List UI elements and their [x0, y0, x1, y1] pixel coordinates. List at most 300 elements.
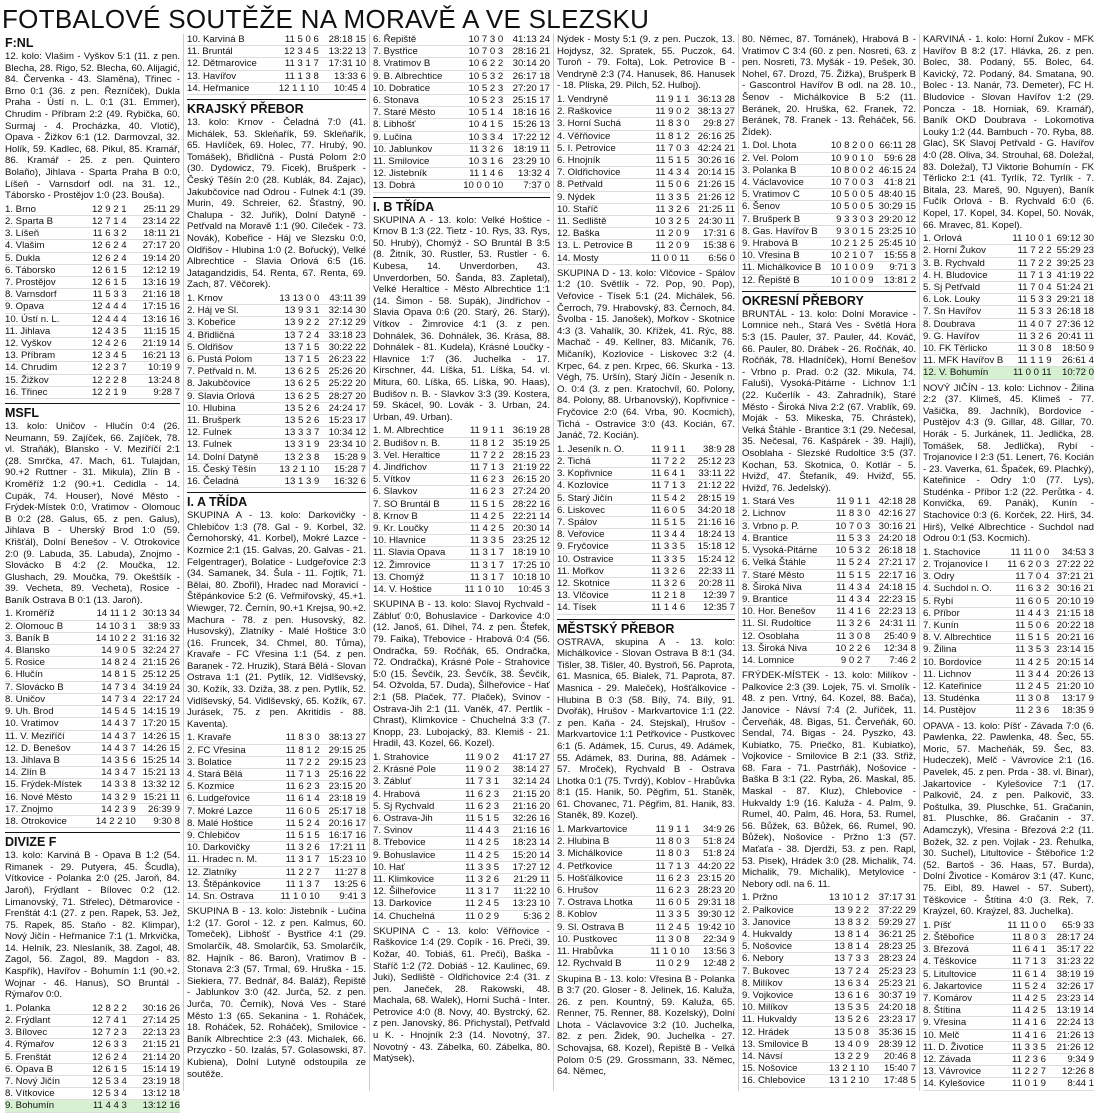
team-name: 4. Václavovice: [742, 176, 825, 188]
team-name: 10. Hor. Benešov: [742, 606, 827, 618]
team-name: 2. Budišov n. B.: [373, 437, 456, 449]
team-record: 11 6 1 4: [271, 793, 319, 805]
team-name: 11. Michálkovice B: [742, 262, 825, 274]
table-row: [557, 203, 735, 215]
team-score-points: 37:22 29: [869, 904, 916, 916]
team-score-points: 24:30 11: [689, 216, 735, 228]
team-score-points: 51:24 21: [1052, 281, 1094, 293]
team-record: 10 8 2 0 0: [825, 140, 873, 152]
team-name: 12. D. Benešov: [5, 742, 89, 754]
team-score-points: 13:81 2: [874, 274, 916, 286]
team-score-points: 21:16 18: [127, 289, 180, 301]
table-row: [923, 668, 1094, 680]
team-score-points: 23:29 10: [503, 156, 550, 168]
team-score-points: 38:14 27: [499, 764, 550, 776]
results-paragraph: 12. kolo: Vlašim - Vyškov 5:1 (11. z pen. Blecha, 28. Rigo, 52. Blecha, 60. Alijagić, 84. Červenka - 43. Slaměna), Třinec - Brno 0:1 (36. z pen. Řezníček), Dukla Praha - Ústí n. L. 0:1 (31. Emmer), Chrudim - Příbram 2:2 (49. Rybička, 60. Surmaj - 4. Procházka, 40. Vlotič), Opava - Žižkov 6:1 (12. Darmovzal, 32. Holík, 59. Kadlec, 68. Pikul, 85. Kramář, 86. Kramář - 25. z pen. Quintero Bolaño), Jihlava - Sparta Praha B 0:0, Líšeň - Varnsdorf odl. na 31. 12., Táborsko - Prostějov 1:0 (23. Bouša).: [5, 51, 180, 202]
team-score-points: 5:36 2: [499, 910, 550, 922]
table-row: [5, 1027, 180, 1039]
team-record: 11 5 1 5: [271, 830, 319, 842]
table-row: [557, 468, 735, 480]
team-record: 13 10 1 2: [819, 892, 869, 904]
table-row: [923, 620, 1094, 632]
team-record: 10 9 0 1 0: [825, 152, 873, 164]
table-row: [187, 817, 366, 829]
table-row: [373, 837, 550, 849]
team-name: 5. Hošťálkovice: [557, 872, 642, 884]
table-row: [742, 1014, 916, 1026]
table-row: [373, 861, 550, 873]
team-record: 12 1 1 10: [269, 82, 319, 94]
table-row: [187, 70, 366, 82]
team-record: 11 7 1 3: [640, 480, 686, 492]
team-score-points: 38:9 28: [685, 444, 735, 456]
table-row: [557, 848, 735, 860]
team-record: 11 4 1 6: [997, 1017, 1046, 1029]
team-name: 14. Zlín B: [5, 767, 89, 779]
team-score-points: 23:15 20: [320, 781, 366, 793]
table-row: [557, 529, 735, 541]
team-record: 11 7 2 2: [640, 455, 686, 467]
table-row: [187, 341, 366, 353]
table-row: [373, 873, 550, 885]
team-name: 5. Nošovice: [742, 941, 819, 953]
team-score-points: 22:13 23: [127, 1027, 180, 1039]
team-record: 11 7 0 3: [642, 142, 689, 154]
team-score-points: 39:25 23: [1052, 257, 1094, 269]
table-row: [742, 1038, 916, 1050]
team-record: 11 1 0 10: [642, 946, 690, 958]
table-row: [187, 293, 366, 305]
table-row: [187, 805, 366, 817]
team-name: 12. Rychvald B: [557, 958, 642, 970]
team-score-points: 22:34 9: [690, 933, 735, 945]
team-name: 4. Petřkovice: [557, 860, 642, 872]
team-record: 13 5 2 6: [819, 1014, 869, 1026]
team-score-points: 20:28 11: [685, 577, 735, 589]
table-row: [5, 742, 180, 754]
team-record: 11 3 1 7: [269, 58, 319, 70]
team-record: 11 3 3 5: [642, 909, 690, 921]
table-row: [187, 82, 366, 94]
team-name: 12. Hrádek: [742, 1026, 819, 1038]
table-row: [557, 94, 735, 106]
table-row: [742, 520, 916, 532]
table-row: [742, 892, 916, 904]
table-row: [5, 645, 180, 657]
table-row: [373, 898, 550, 910]
team-score-points: 15:28 7: [319, 463, 366, 475]
team-name: 13. Štěpánkovice: [187, 878, 271, 890]
table-row: [742, 140, 916, 152]
table-row: [5, 779, 180, 791]
table-row: [923, 1029, 1094, 1041]
team-record: 11 1 3 8: [269, 70, 319, 82]
table-row: [187, 451, 366, 463]
table-row: [187, 46, 366, 58]
team-score-points: 28:27 20: [319, 390, 366, 402]
table-row: [5, 706, 180, 718]
team-record: 11 4 3 4: [827, 581, 870, 593]
team-score-points: 30:16 21: [1049, 583, 1094, 595]
table-row: [557, 860, 735, 872]
team-name: 2. Horní Žukov: [923, 245, 1007, 257]
team-score-points: 16:17 16: [320, 830, 366, 842]
team-record: 10 2 1 0 7: [825, 250, 873, 262]
table-row: [187, 463, 366, 475]
team-name: 3. Michálkovice: [557, 848, 642, 860]
team-record: 10 5 3 2: [827, 545, 870, 557]
table-row: [557, 492, 735, 504]
table-row: [187, 305, 366, 317]
team-name: 1. Kravaře: [187, 732, 271, 744]
table-row: [742, 977, 916, 989]
team-score-points: 21:26 12: [1046, 1041, 1094, 1053]
team-record: 11 5 0 6: [999, 620, 1049, 632]
table-row: [373, 522, 550, 534]
table-row: [557, 933, 735, 945]
team-record: 11 8 0 3: [642, 848, 690, 860]
table-row: [187, 353, 366, 365]
team-score-points: 26:61 4: [1052, 355, 1094, 367]
team-record: 12 2 3 7: [77, 362, 127, 374]
team-record: 14 3 2 9: [89, 791, 136, 803]
team-record: 13 2 2 9: [819, 1051, 869, 1063]
team-record: 13 3 1 9: [270, 439, 320, 451]
team-score-points: 41:17 27: [499, 752, 550, 764]
team-record: 11 9 1 1: [640, 444, 686, 456]
team-record: 11 4 4 3: [999, 607, 1049, 619]
team-score-points: 21:19 22: [504, 461, 550, 473]
team-record: 12 4 4 4: [77, 313, 127, 325]
team-record: 11 9 0 2: [452, 752, 499, 764]
team-score-points: 15:23 10: [320, 854, 366, 866]
team-record: 11 3 2 6: [452, 873, 499, 885]
team-score-points: 51:8 24: [690, 848, 735, 860]
team-record: 11 3 3 5: [456, 535, 504, 547]
team-record: 14 5 4 5: [89, 706, 136, 718]
team-score-points: 17:21 11: [320, 842, 366, 854]
table-row: [5, 718, 180, 730]
table-row: [187, 756, 366, 768]
table-row: [742, 201, 916, 213]
team-name: 10. Vratimov: [5, 718, 89, 730]
table-row: [557, 106, 735, 118]
team-record: 11 6 2 3: [642, 872, 690, 884]
team-score-points: 16:21 13: [127, 350, 180, 362]
table-row: [557, 553, 735, 565]
team-score-points: 65:9 33: [1046, 920, 1094, 932]
results-paragraph: 13. kolo: Uničov - Hlučín 0:4 (26. Neumann, 59. Zajíček, 66. Zajíček, 78. vl. Straňák), Blansko - V. Meziříčí 2:1 (28. Smrčka, 47. Mach, 61. Tulajdan, 90.+2 Ruttner - 31. Mikula), Zlín B - Kroměříž 1:2 (90.+1. Cedidla - 14. Cupák, 74. Houser), Nové Město - Frýdek-Místek 0:0, Vratimov - Olomouc B 0:2 (28. Galus, 65. z pen. Galus), Jihlava B - Uherský Brod 1:0 (59. Křišťál), Dolní Benešov - V. Otrokovice 2:0 (9. Labuda, 35. Labuda), Znojmo - Slovácko B 4:2 (2. Moučka, 12. Glushach, 29. Moučka, 79. Okeštšík - 39. Vecheta, 89. Vecheta), Rosice - Baník Ostrava B 0:1 (13. Jaroň).: [5, 420, 180, 606]
team-score-points: 34:53 3: [1049, 547, 1094, 559]
standings-table: [923, 233, 1094, 379]
team-name: 11. Bruntál: [187, 46, 269, 58]
team-name: 3. Kobeřice: [187, 317, 270, 329]
team-score-points: 26:18 18: [1052, 306, 1094, 318]
team-score-points: 9:30 8: [136, 815, 180, 827]
team-record: 11 3 0 8: [827, 630, 870, 642]
team-record: 11 6 2 3: [452, 788, 499, 800]
team-name: 10. FK Těrlicko: [923, 342, 1007, 354]
team-record: 11 0 0 11: [1007, 367, 1051, 379]
team-record: 10 5 2 3: [453, 82, 503, 94]
page-title: FOTBALOVÉ SOUTĚŽE NA MORAVĚ A VE SLEZSKU: [2, 4, 650, 34]
column-4: [553, 34, 738, 1091]
team-score-points: 23:23 17: [869, 1014, 916, 1026]
table-row: [742, 654, 916, 666]
team-score-points: 11:22 10: [499, 886, 550, 898]
team-score-points: 25:22 20: [319, 378, 366, 390]
team-name: 11. V. Meziříčí: [5, 730, 89, 742]
team-score-points: 30:37 19: [869, 990, 916, 1002]
team-name: 7. Svinov: [373, 825, 452, 837]
standings-table: [923, 920, 1094, 1091]
team-score-points: 12:35 7: [685, 602, 735, 614]
team-name: 6. Lok. Louky: [923, 294, 1007, 306]
team-name: 5. Rosice: [5, 657, 89, 669]
standings-table: [187, 293, 366, 488]
team-name: 5. Dukla: [5, 252, 77, 264]
team-record: 11 3 1 7: [271, 854, 319, 866]
team-score-points: 27:12 29: [319, 317, 366, 329]
team-score-points: 20:26 13: [1049, 668, 1094, 680]
team-score-points: 30:13 34: [136, 608, 180, 620]
team-record: 11 11 0 0: [997, 920, 1046, 932]
team-score-points: 59:29 27: [869, 916, 916, 928]
team-record: 11 5 1 5: [456, 498, 504, 510]
table-row: [923, 693, 1094, 705]
team-record: 13 2 1 10: [819, 1063, 869, 1075]
team-record: 11 7 1 3: [642, 860, 690, 872]
team-score-points: 14:26 15: [136, 742, 180, 754]
table-row: [373, 498, 550, 510]
team-score-points: 15:18 12: [685, 541, 735, 553]
table-row: [923, 245, 1094, 257]
standings-table: [742, 496, 916, 667]
results-paragraph: BRUNTÁL - 13. kolo: Dolní Moravice - Lomnice neh., Stará Ves - Světlá Hora 5:3 (15. Pauler, 37. Pauler, 44. Kováč, 66. Pauler, 80. Drábek - 26. Ročňák, 40. Ročňák, 78. Hladníček), Horní Benešov - Vrbno p. Prad. 0:2 (32. Mikula, 74. Faluši), Vysoká-Pitárne - Lichnov 1:1 (22. Kučerlík - 43. Zahradník), Staré Město - Široká Niva 2:2 (67. Vrablík, 69. Moják - 53. Mikeska, 75. Chrástek), Velká Štáhle - Brantice 3:1 (29. Nečesal, 35. Nečesal, 76. Kašpárek - 39. Hajlí), Osoblaha - Slezské Rudoltice 3:5 (37. Kochan, 53. Skotnica, 0. Kotlár - 5. Hvižď, 47. Štefaník, 49. Hvižď, 55. Hvižď, 76. Jedelský).: [742, 308, 916, 494]
table-row: [923, 993, 1094, 1005]
team-name: 5. Vratimov C: [742, 189, 825, 201]
table-row: [923, 269, 1094, 281]
team-name: 5. Starý Jičín: [557, 492, 640, 504]
team-score-points: 27:36 12: [1052, 318, 1094, 330]
team-score-points: 31:23 22: [1046, 956, 1094, 968]
team-name: 8. V. Albrechtice: [923, 632, 999, 644]
section-heading: MĚSTSKÝ PŘEBOR: [557, 619, 735, 637]
table-row: [923, 1041, 1094, 1053]
team-score-points: 24:18 15: [870, 581, 916, 593]
table-row: [373, 571, 550, 583]
table-row: [373, 812, 550, 824]
team-score-points: 13:25 6: [320, 878, 366, 890]
team-score-points: 24:24 17: [319, 402, 366, 414]
team-score-points: 27:22 22: [1049, 559, 1094, 571]
team-record: 12 7 4 1: [77, 1015, 127, 1027]
table-row: [557, 240, 735, 252]
team-record: 10 7 3 0: [453, 34, 503, 46]
table-row: [5, 657, 180, 669]
team-record: 12 7 2 3: [77, 1027, 127, 1039]
team-name: 11. Hukvaldy: [742, 1014, 819, 1026]
team-record: 14 2 2 10: [89, 815, 136, 827]
team-record: 11 5 1 5: [827, 569, 870, 581]
team-name: 16. Nové Město: [5, 791, 89, 803]
table-row: [5, 350, 180, 362]
results-paragraph: OPAVA - 13. kolo: Píšť - Závada 7:0 (6. Pawlenka, 22. Pawlenka, 48. Šec, 55. Moric, 57. Macheňák, 59. Šec, 83. Hudeczek), Melč - Vávrovice 2:1 (16. Pavelek, 45. z pen. Prda - 38. vl. Binar), Jakartovice - Kylešovice 7:1 (17. Palkovič, 24. z pen. Palkovič, 33. Poštulka, 39. Pluschke, 51. Gračanin, 81. Pluschke, 86. Gračanin - 37. Adamczyk), Vřesina - Březová 2:2 (11. Božek, 32. z pen. Vojlak - 23. Řehulka, 30. Suchel), Litultovice - Štěbořice 1:2 (52. Bartoš - 36. Haas, 57. Burda), Dolní Životice - Komárov 3:1 (47. Kunc, 75. Eibl, 89. Hawel - 57. Subert), Těškovice - Štítina 4:0 (3. Rek, 7. Kraýzel, 60. Kraýzel, 83. Juchelka).: [923, 720, 1094, 918]
table-row: [923, 1054, 1094, 1066]
team-name: 13. Příbram: [5, 350, 77, 362]
team-name: 2. Štěbořice: [923, 931, 997, 943]
table-row: [557, 958, 735, 970]
table-row: [5, 252, 180, 264]
team-score-points: 15:55 8: [874, 250, 916, 262]
table-row: [923, 944, 1094, 956]
team-name: 4. Kozlovice: [557, 480, 640, 492]
team-record: 12 6 2 4: [77, 1051, 127, 1063]
team-name: 9. Lučina: [373, 131, 453, 143]
team-name: 8. Uničov: [5, 693, 89, 705]
team-record: 11 6 1 4: [997, 968, 1046, 980]
table-row: [923, 294, 1094, 306]
results-paragraph: SKUPINA D - 13. kolo: Vlčovice - Spálov 1:2 (10. Světlík - 72. Pop, 90. Pop), Veřovice - Tísek 5:1 (24. Michálek, 56. Čerroch, 79. Hrabovský, 83. Černoch, 84. Švolba - 15. Janošek), Mořkov - Skotnice 4:3 (3. Vahalík, 30. Křížek, 41. Rýc, 88. Machač - 49. Kellner, 83. Mičaník, 76. Mičaník), Kozlovice - Liskovec 3:2 (4. Krpec, 64. z pen. Krpec, 66. Skurka - 13. Végh, 75. Uršín), Starý Jičín - Jeseník n. O. 0:4 (3. z pen. Kratochvíl, 60. Polony, 84. Polony, 88. Urbanovský), Kopřivnice - Fryčovice 2:0 (64. Vrba, 90. Kocmich), Tichá - Ostravice 3:0 (43. Kocián, 67. Janáč, 72. Kocián).: [557, 267, 735, 442]
team-name: 7. SO Bruntál B: [373, 498, 456, 510]
team-record: 11 5 1 5: [999, 632, 1049, 644]
team-record: 11 7 0 4: [999, 571, 1049, 583]
team-record: 14 11 1 2: [89, 608, 136, 620]
team-name: 9. Vojkovice: [742, 990, 819, 1002]
team-name: 16. Čeladná: [187, 475, 270, 487]
team-name: 1. Dol. Lhota: [742, 140, 825, 152]
table-row: [373, 82, 550, 94]
team-name: 11. Jihlava: [5, 325, 77, 337]
team-record: 14 10 3 1: [89, 620, 136, 632]
team-name: 9. Vřesina: [923, 1017, 997, 1029]
team-score-points: 13:32 4: [503, 168, 550, 180]
team-score-points: 18:16 16: [503, 107, 550, 119]
table-row: [923, 318, 1094, 330]
table-row: [187, 390, 366, 402]
table-row: [742, 630, 916, 642]
team-name: 14. Heřmanice: [187, 82, 269, 94]
team-score-points: 18:19 10: [504, 547, 550, 559]
team-name: 1. Polanka: [5, 1003, 77, 1015]
team-name: 3. Vel. Heraltice: [373, 449, 456, 461]
table-row: [373, 825, 550, 837]
table-row: [742, 250, 916, 262]
team-record: 11 1 4 6: [453, 168, 503, 180]
team-score-points: 32:24 27: [136, 645, 180, 657]
team-name: 6. Jakartovice: [923, 980, 997, 992]
team-score-points: 7:46 2: [870, 654, 916, 666]
table-row: [923, 1005, 1094, 1017]
team-score-points: 34:20 18: [685, 504, 735, 516]
team-score-points: 27:21 17: [870, 557, 916, 569]
team-name: 12. Fulnek: [187, 427, 270, 439]
team-record: 14 7 3 4: [89, 693, 136, 705]
team-name: 11. Klimkovice: [373, 873, 452, 885]
team-score-points: 41:13 24: [503, 34, 550, 46]
team-record: 12 4 4 4: [77, 301, 127, 313]
team-score-points: 16:32 6: [319, 475, 366, 487]
team-name: 10. Staříč: [557, 203, 642, 215]
team-name: 9. Slavia Orlová: [187, 390, 270, 402]
table-row: [923, 571, 1094, 583]
team-record: 11 8 1 2: [456, 437, 504, 449]
team-name: 2. Lichnov: [742, 508, 827, 520]
table-row: [742, 508, 916, 520]
table-row: [923, 257, 1094, 269]
team-record: 11 3 2 6: [453, 143, 503, 155]
table-row: [5, 1015, 180, 1027]
team-name: 4. Těškovice: [923, 956, 997, 968]
results-paragraph: OSTRAVA, skupina A - 13. kolo: Michálkovice - Slovan Ostrava B 8:1 (34. Tišler, 38. Tišler, 40. Bystroň, 56. Paprota, 61. Masnica, 65. Bialek, 71. Paprota, 87. Masnica - 29. Maleček), Hošťálkovice - Hlubina B 0:3 (58. Bílý, 74. Bílý, 91. Dvořák), Hrušov - Markvartovice 1:1 (22. z pen. Kaňa - 24. Stejskal), Hrušov - Markvartovice 1:1 Petřkovice - Pustkovec 6:1 (5. Adámek, 15. Curus, 49. Adámek, 55. Adámek, 83. Durina, 88. Adámek - 57. Mroček), Rychvald B - Ostrava Lhotka 0:1 (75. Tvrdý), Koblov - Hrabůvka 8:1 (15. Hanik, 50. Pěgřim, 51. Staněk, 61. Chovanec, 71. Pěgřim, 81. Hanik, 83. Staněk, 89. Kozel).: [557, 636, 735, 822]
team-name: 18. Otrokovice: [5, 815, 89, 827]
table-row: [373, 156, 550, 168]
team-score-points: 39:30 12: [690, 909, 735, 921]
team-name: 12. Zlatníky: [187, 866, 271, 878]
team-score-points: 20:22 18: [1049, 620, 1094, 632]
team-name: 2. Krásné Pole: [373, 764, 452, 776]
team-score-points: 26:39 9: [136, 803, 180, 815]
team-name: 12. Žimrovice: [373, 559, 456, 571]
table-row: [187, 891, 366, 903]
table-row: [5, 228, 180, 240]
team-record: 11 5 4 2: [640, 492, 686, 504]
team-record: 11 2 3 6: [999, 705, 1049, 717]
table-row: [557, 252, 735, 264]
table-row: [373, 461, 550, 473]
team-name: 14. Chuchelná: [373, 910, 452, 922]
team-name: 10. Milíkov: [742, 1002, 819, 1014]
table-row: [187, 366, 366, 378]
team-record: 11 3 4 4: [640, 529, 686, 541]
team-score-points: 32:14 24: [499, 776, 550, 788]
team-record: 11 5 2 4: [827, 557, 870, 569]
team-score-points: 19:14 20: [127, 252, 180, 264]
team-name: 10. Melč: [923, 1029, 997, 1041]
team-name: 1. Vendryně: [557, 94, 642, 106]
section-heading: DIVIZE F: [5, 832, 180, 850]
team-name: 13. Chomýž: [373, 571, 456, 583]
team-record: 11 2 1 8: [640, 590, 686, 602]
team-name: 5. Sj Petřvald: [923, 281, 1007, 293]
team-record: 11 4 1 6: [997, 1029, 1046, 1041]
team-record: 11 6 0 5: [271, 805, 319, 817]
team-name: 2. Trojanovice I: [923, 559, 999, 571]
team-score-points: 21:15 18: [1049, 607, 1094, 619]
column-6: [919, 34, 1097, 1091]
team-score-points: 24:20 18: [870, 532, 916, 544]
table-row: [5, 204, 180, 216]
team-score-points: 12:12 19: [127, 264, 180, 276]
team-record: 11 3 4 4: [999, 668, 1049, 680]
team-score-points: 26:16 25: [689, 130, 735, 142]
team-score-points: 22:23 15: [870, 593, 916, 605]
table-row: [187, 329, 366, 341]
team-record: 9 0 2 7: [827, 654, 870, 666]
team-record: 11 11 0 0: [999, 547, 1049, 559]
team-name: 3. B. Rychvald: [923, 257, 1007, 269]
team-score-points: 18:23 14: [499, 837, 550, 849]
team-name: 4. Jindřichov: [373, 461, 456, 473]
team-record: 10 3 1 6: [453, 156, 503, 168]
team-name: 3. Horní Suchá: [557, 118, 642, 130]
team-score-points: 34:9 26: [690, 824, 735, 836]
table-row: [373, 474, 550, 486]
table-row: [187, 744, 366, 756]
team-record: 13 6 2 5: [270, 366, 320, 378]
team-record: 11 0 2 9: [642, 958, 690, 970]
team-record: 11 5 3 3: [1007, 294, 1051, 306]
